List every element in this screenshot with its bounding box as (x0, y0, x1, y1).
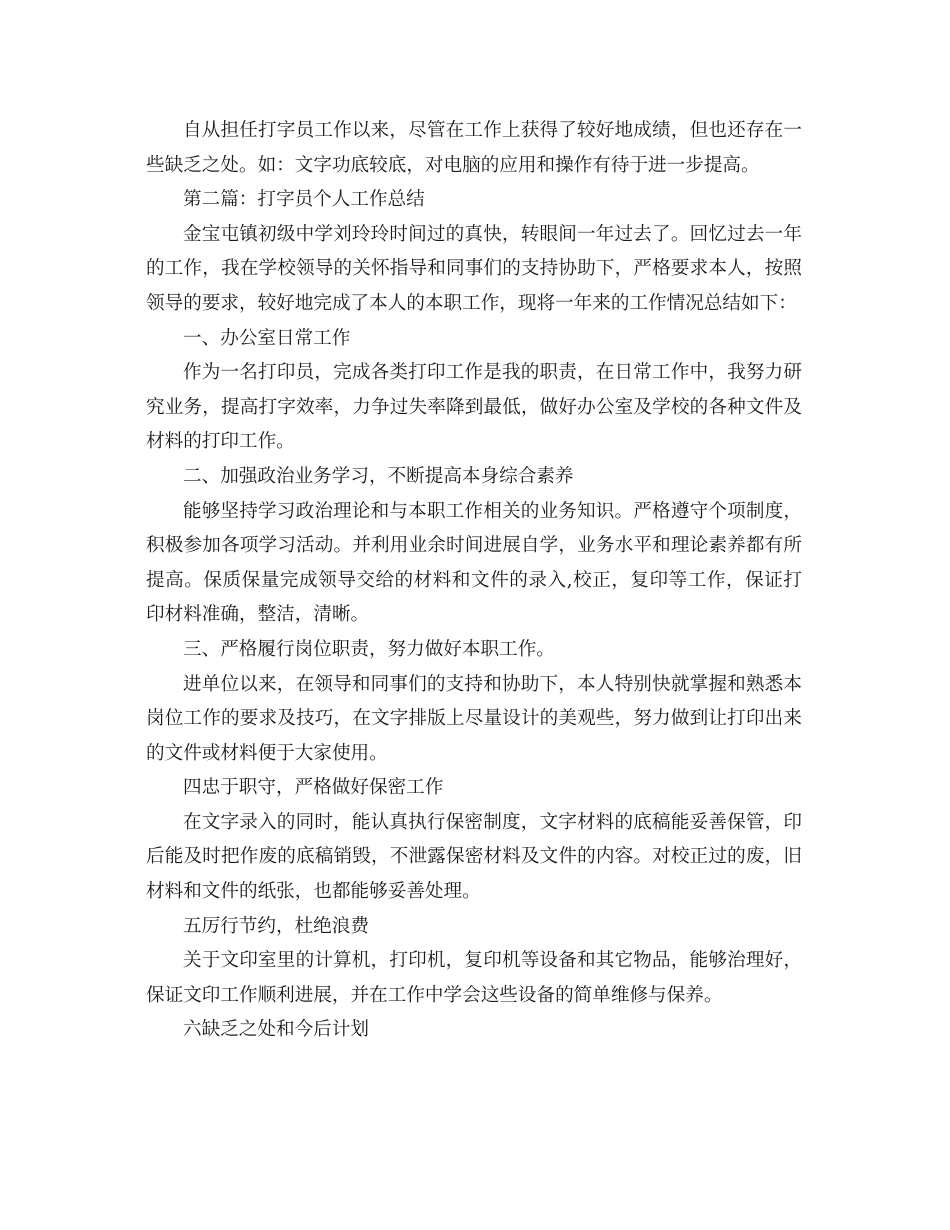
paragraph-office-work: 作为一名打印员，完成各类打印工作是我的职责，在日常工作中，我努力研究业务，提高打字效率，力争过失率降到最低，做好办公室及学校的各种文件及材料的打印工作。 (146, 362, 802, 453)
heading-duties: 三、严格履行岗位职责，努力做好本职工作。 (183, 638, 555, 660)
paragraph-intro: 金宝屯镇初级中学刘玲玲时间过的真快，转眼间一年过去了。回忆过去一年的工作，我在学校领导的关怀指导和同事们的支持协助下，严格要求本人，按照领导的要求，较好地完成了本人的本职工作，现将一年来的工作情况总结如下： (146, 223, 802, 314)
paragraph-study: 能够坚持学习政治理论和与本职工作相关的业务知识。严格遵守个项制度，积极参加各项学习活动。并利用业余时间进展自学，业务水平和理论素养都有所提高。保质保量完成领导交给的材料和文件的录入,校正，复印等工作，保证打印材料准确，整洁，清晰。 (146, 500, 802, 626)
document-body (146, 114, 802, 1048)
heading-study: 二、加强政治业务学习，不断提高本身综合素养 (183, 465, 574, 487)
heading-part-two: 第二篇：打字员个人工作总结 (183, 189, 425, 211)
paragraph-thrift: 关于文印室里的计算机，打印机，复印机等设备和其它物品，能够治理好，保证文印工作顺利进展，并在工作中学会这些设备的简单维修与保养。 (146, 950, 802, 1006)
heading-office-work: 一、办公室日常工作 (183, 327, 351, 349)
heading-confidentiality: 四忠于职守，严格做好保密工作 (183, 777, 444, 799)
paragraph-confidentiality: 在文字录入的同时，能认真执行保密制度，文字材料的底稿能妥善保管，印后能及时把作废的底稿销毁，不泄露保密材料及文件的内容。对校正过的废，旧材料和文件的纸张，也都能够妥善处理。 (146, 811, 802, 903)
paragraph-shortcomings: 自从担任打字员工作以来，尽管在工作上获得了较好地成绩，但也还存在一些缺乏之处。如：文字功底较底，对电脑的应用和操作有待于进一步提高。 (146, 120, 802, 176)
paragraph-duties: 进单位以来，在领导和同事们的支持和协助下，本人特别快就掌握和熟悉本岗位工作的要求及技巧，在文字排版上尽量设计的美观些，努力做到让打印出来的文件或材料便于大家使用。 (146, 673, 802, 764)
heading-future-plans: 六缺乏之处和今后计划 (183, 1019, 369, 1041)
heading-thrift: 五厉行节约，杜绝浪费 (183, 915, 369, 937)
